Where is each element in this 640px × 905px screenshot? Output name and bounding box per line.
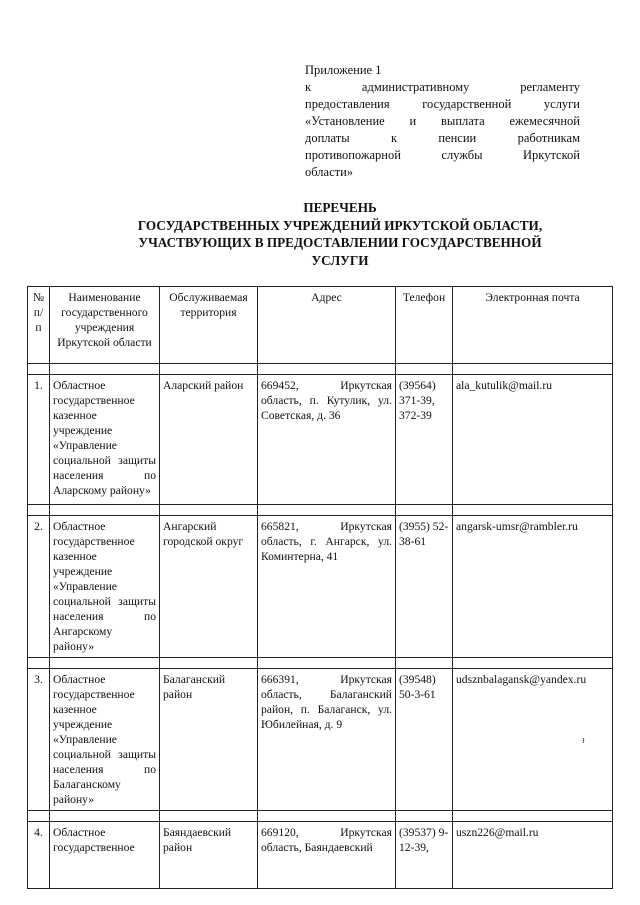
document-title	[95, 199, 585, 269]
header-number: № п/п	[28, 287, 50, 364]
appendix-line: доплаты к пенсии работникам	[305, 131, 580, 145]
appendix-line: «Установление и выплата ежемесячной	[305, 114, 580, 128]
row-phone: (39537) 9-12-39,	[396, 822, 453, 889]
row-phone: (39564) 371-39, 372-39	[396, 375, 453, 505]
header-address: Адрес	[258, 287, 396, 364]
row-address: 665821, Иркутская область, г. Ангарск, ул. Коминтерна, 41	[258, 516, 396, 658]
institutions-table	[27, 286, 613, 889]
row-phone: (39548) 50-3-61	[396, 669, 453, 811]
appendix-line: к административному регламенту	[305, 80, 580, 94]
row-number: 4.	[28, 822, 50, 889]
row-number: 2.	[28, 516, 50, 658]
scan-speck: ᵻ	[582, 735, 585, 746]
appendix-line: противопожарной службы Иркутской	[305, 148, 580, 162]
appendix-header	[305, 62, 580, 181]
row-number: 1.	[28, 375, 50, 505]
row-email: uszn226@mail.ru	[453, 822, 613, 889]
table-row	[28, 822, 613, 889]
row-address: 669452, Иркутская область, п. Кутулик, ул. Советская, д. 36	[258, 375, 396, 505]
row-name: Областное государственное	[50, 822, 160, 889]
row-territory: Аларский район	[160, 375, 258, 505]
row-email: ala_kutulik@mail.ru	[453, 375, 613, 505]
appendix-line: Приложение 1	[305, 63, 382, 77]
table-gap-row	[28, 811, 613, 822]
table-header-row	[28, 287, 613, 364]
table-gap-row	[28, 505, 613, 516]
row-name: Областное государственное казенное учреждение «Управление социальной защиты населения по Аларскому району»	[50, 375, 160, 505]
row-territory: Ангарский городской округ	[160, 516, 258, 658]
header-territory: Обслуживаемая территория	[160, 287, 258, 364]
table-gap-row	[28, 658, 613, 669]
row-territory: Баяндаевский район	[160, 822, 258, 889]
row-name: Областное государственное казенное учреждение «Управление социальной защиты населения по Ангарскому району»	[50, 516, 160, 658]
title-line: ГОСУДАРСТВЕННЫХ УЧРЕЖДЕНИЙ ИРКУТСКОЙ ОБЛАСТИ,	[137, 217, 543, 233]
row-email: udsznbalagansk@yandex.ru	[453, 669, 613, 811]
row-phone: (3955) 52-38-61	[396, 516, 453, 658]
table-gap-row	[28, 364, 613, 375]
header-name: Наименование государственного учреждения Иркутской области	[50, 287, 160, 364]
table-row	[28, 516, 613, 658]
appendix-line: предоставления государственной услуги	[305, 97, 580, 111]
row-address: 666391, Иркутская область, Балаганский район, п. Балаганск, ул. Юбилейная, д. 9	[258, 669, 396, 811]
title-line: УСЛУГИ	[311, 252, 369, 268]
row-address: 669120, Иркутская область, Баяндаевский	[258, 822, 396, 889]
title-line: ПЕРЕЧЕНЬ	[303, 200, 377, 215]
header-email: Электронная почта	[453, 287, 613, 364]
table-row	[28, 669, 613, 811]
table-row	[28, 375, 613, 505]
header-phone: Телефон	[396, 287, 453, 364]
row-name: Областное государственное казенное учреждение «Управление социальной защиты населения по Балаганскому району»	[50, 669, 160, 811]
appendix-line: области»	[305, 165, 354, 179]
row-territory: Балаганский район	[160, 669, 258, 811]
title-line: УЧАСТВУЮЩИХ В ПРЕДОСТАВЛЕНИИ ГОСУДАРСТВЕННОЙ	[138, 235, 542, 250]
row-number: 3.	[28, 669, 50, 811]
row-email: angarsk-umsr@rambler.ru	[453, 516, 613, 658]
